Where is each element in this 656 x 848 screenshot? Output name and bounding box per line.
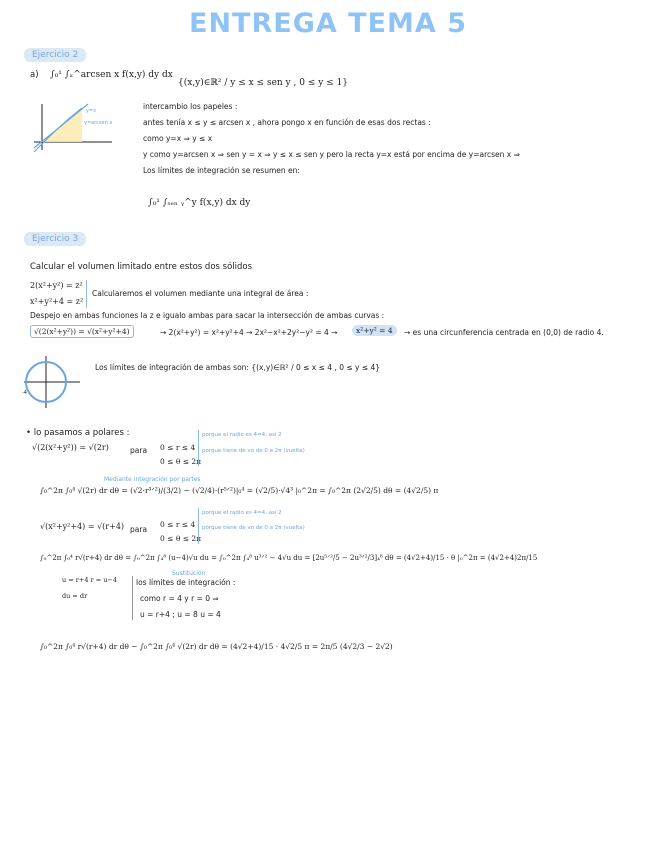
ej3-limits: Los límites de integración de ambas son: {(x,y)∈ℝ² / 0 ≤ x ≤ 4 , 0 ≤ y ≤ 4}	[95, 363, 381, 372]
ej3-chain-b: → 2(x²+y²) = x²+y²+4 → 2x²−x²+2y²−y² = 4 →	[160, 328, 338, 337]
ej3-chain-c: → es una circunferencia centrada en (0,0) de radio 4.	[404, 328, 604, 337]
ej2-line-3: como y=x ⇒ y ≤ x	[143, 134, 213, 143]
ej3-plan: Calcularemos el volumen mediante una integral de área :	[92, 289, 309, 298]
ej3-r-range-2: 0 ≤ r ≤ 4	[160, 520, 196, 529]
ej3-circle-figure	[22, 354, 82, 410]
ej3-eq1: 2(x²+y²) = z²	[30, 281, 83, 290]
ej3-despejo: Despejo en ambas funciones la z e igualo ambas para sacar la intersección de ambas curvas :	[30, 311, 385, 320]
ej2-line-4: y como y=arcsen x ⇒ sen y = x ⇒ y ≤ x ≤ sen y pero la recta y=x está por encima de y=arcsen x ⇒	[143, 150, 520, 159]
ej3-u-values: u = r+4 ; u = 8 u = 4	[140, 610, 221, 619]
fig-axis-label: -4	[22, 390, 27, 396]
ej3-final: ∫₀^2π ∫₀⁴ r√(r+4) dr dθ − ∫₀^2π ∫₀⁴ √(2r) dr dθ = (4√2+4)/15 · 4√2/5 π = 2π/5 (4√2/3 − 2√2)	[40, 642, 393, 651]
fig-label-arcsen: y=arcsen x	[84, 120, 113, 126]
ej2-region-figure	[30, 100, 114, 156]
ej3-polar-intro: • lo pasamos a polares :	[26, 428, 130, 438]
limits-separator	[132, 576, 133, 620]
note-t-1: porque tiene de vo de 0 a 2π (vuelta)	[202, 448, 305, 454]
ej3-chain-a: √(2(x²+y²)) = √(x²+y²+4)	[30, 325, 134, 338]
ej2-region: {(x,y)∈ℝ² / y ≤ x ≤ sen y , 0 ≤ y ≤ 1}	[178, 78, 349, 88]
ej2-line-1: intercambio los papeles :	[143, 102, 238, 111]
ej3-t-range-1: 0 ≤ θ ≤ 2π	[160, 457, 202, 466]
part-a-label: a)	[30, 70, 39, 80]
parts-note: Mediante integración por partes	[104, 476, 201, 483]
ej3-como: como r = 4 y r = 0 ⇒	[140, 594, 219, 603]
ej3-para-2: para	[130, 525, 148, 534]
ej3-calc-2: ∫₀^2π ∫₀⁴ r√(r+4) dr dθ = ∫₀^2π ∫₄⁸ (u−4)√u du = ∫₀^2π ∫₄⁸ u³ᐟ² − 4√u du = [2u⁵ᐟ²/5 − 2u³ᐟ²/3]₄⁸ dθ = (4√2+4)/15 · θ |₀^2π = (4√2+4)2π/15	[40, 554, 538, 562]
ej3-t-range-2: 0 ≤ θ ≤ 2π	[160, 534, 202, 543]
fig-label-yx: y=x	[86, 108, 97, 114]
note-r-2: porque el radio es 4=4, así 2	[202, 510, 282, 516]
ej2-line-2: antes tenía x ≤ y ≤ arcsen x , ahora pongo x en función de esas dos rectas :	[143, 118, 431, 127]
ej3-limits-note: los límites de integración :	[136, 578, 236, 587]
ej3-r-range-1: 0 ≤ r ≤ 4	[160, 443, 196, 452]
ej3-calc-1: ∫₀^2π ∫₀⁴ √(2r) dr dθ = (√2·r³ᐟ²)/(3/2) − (√2/4)·(r⁵ᐟ²)|₀⁴ = (√2/5)·√4³ |₀^2π = ∫₀^2π (2√2/5) dθ = (4√2/5) π	[40, 486, 439, 495]
note-t-2: porque tiene de vo de 0 a 2π (vuelta)	[202, 525, 305, 531]
ranges-separator-1	[198, 430, 199, 466]
ej3-polar-expr-2: √(x²+y²+4) = √(r+4)	[40, 522, 125, 531]
ej3-chain-result: x²+y² = 4	[352, 325, 397, 336]
ej2-integral: ∫₀¹ ∫ₓ^arcsen x f(x,y) dy dx	[50, 70, 173, 80]
ej2-final-integral: ∫₀¹ ∫ₛₑₙ ᵧ^y f(x,y) dx dy	[148, 198, 251, 208]
ej2-line-5: Los límites de integración se resumen en:	[143, 166, 300, 175]
page-title: ENTREGA TEMA 5	[189, 8, 467, 39]
u-definition: u = r+4 r = u−4	[62, 576, 117, 584]
ranges-separator-2	[198, 508, 199, 544]
ejercicio-2-label: Ejercicio 2	[24, 48, 86, 62]
ejercicio-3-label: Ejercicio 3	[24, 232, 86, 246]
ej3-para-1: para	[130, 446, 148, 455]
sust-note: Sustitución	[172, 570, 206, 577]
ej3-polar-expr-1: √(2(x²+y²)) = √(2r)	[32, 443, 109, 452]
brace-separator	[86, 280, 87, 308]
du-definition: du = dr	[62, 592, 88, 600]
note-r-1: porque el radio es 4=4, así 2	[202, 432, 282, 438]
ej3-eq2: x²+y²+4 = z²	[30, 297, 84, 306]
ej3-task: Calcular el volumen limitado entre estos dos sólidos	[30, 262, 253, 272]
